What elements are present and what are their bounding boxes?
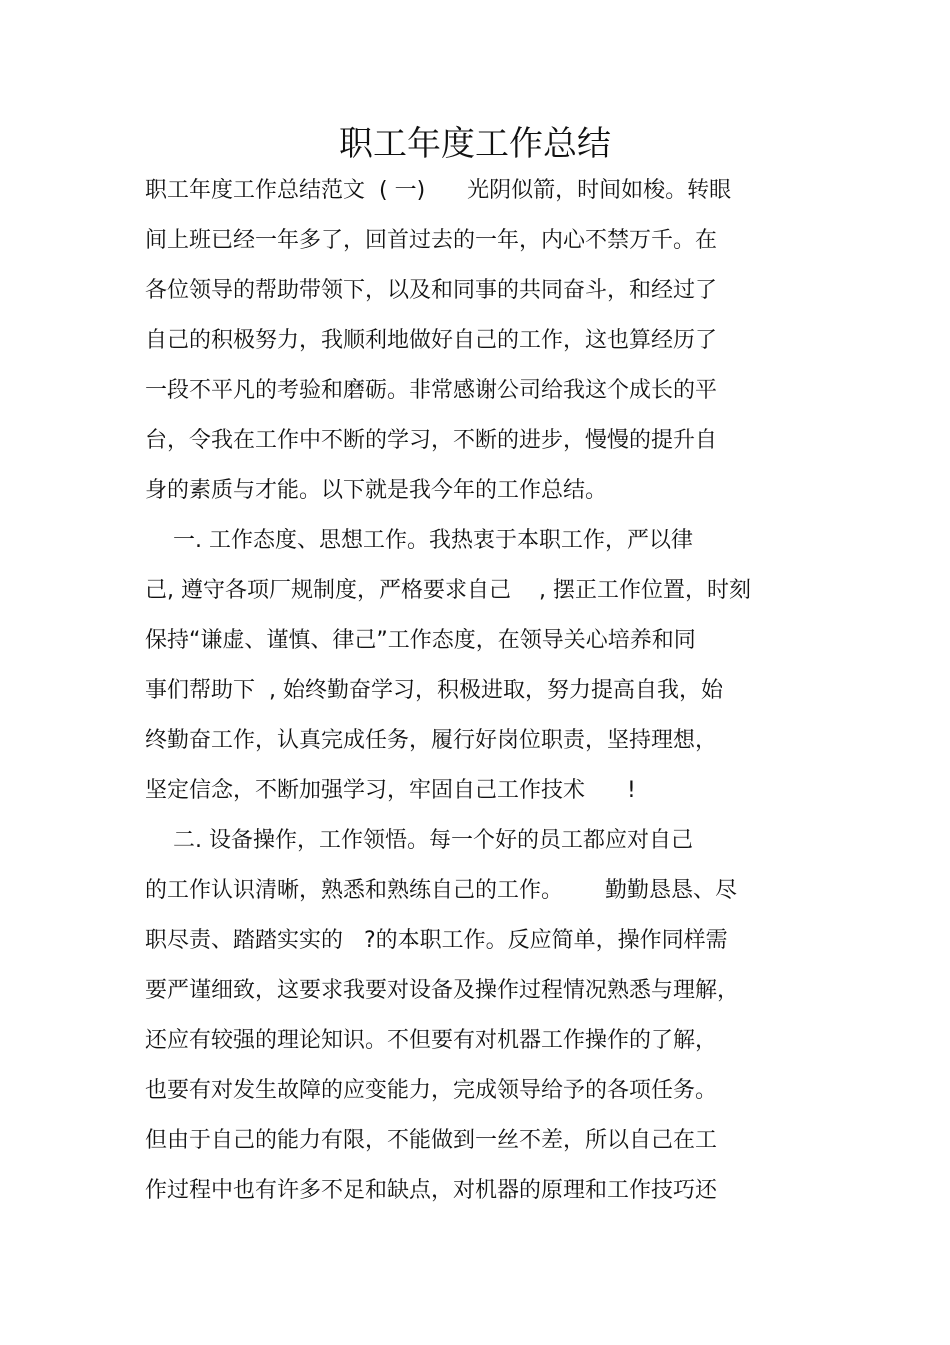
- body-line: 二. 设备操作，工作领悟。每一个好的员工都应对自己: [145, 828, 693, 853]
- body-line: 作过程中也有许多不足和缺点，对机器的原理和工作技巧还: [145, 1178, 718, 1203]
- body-line: 台，令我在工作中不断的学习，不断的进步，慢慢的提升自: [145, 428, 718, 453]
- body-line: 职尽责、踏踏实实的 ?的本职工作。反应简单，操作同样需: [145, 928, 728, 953]
- body-line: 间上班已经一年多了，回首过去的一年，内心不禁万千。在: [145, 228, 718, 253]
- body-line: 但由于自己的能力有限，不能做到一丝不差，所以自己在工: [145, 1128, 718, 1153]
- body-line: 要严谨细致，这要求我要对设备及操作过程情况熟悉与理解，: [145, 978, 740, 1003]
- body-line: 也要有对发生故障的应变能力，完成领导给予的各项任务。: [145, 1078, 718, 1103]
- body-line: 一. 工作态度、思想工作。我热衷于本职工作，严以律: [145, 528, 693, 553]
- document-title: 职工年度工作总结: [339, 124, 611, 164]
- body-line: 终勤奋工作，认真完成任务，履行好岗位职责，坚持理想，: [145, 728, 718, 753]
- body-line: 事们帮助下 , 始终勤奋学习，积极进取，努力提高自我，始: [145, 678, 723, 703]
- body-line: 各位领导的帮助带领下，以及和同事的共同奋斗，和经过了: [145, 278, 718, 303]
- body-line: 己, 遵守各项厂规制度，严格要求自己 , 摆正工作位置，时刻: [145, 578, 751, 603]
- body-line: 保持“谦虚、谨慎、律己”工作态度，在领导关心培养和同: [145, 628, 696, 653]
- body-line: 坚定信念，不断加强学习，牢固自己工作技术 !: [145, 778, 636, 803]
- body-line: 身的素质与才能。以下就是我今年的工作总结。: [145, 478, 608, 503]
- body-line: 的工作认识清晰，熟悉和熟练自己的工作。 勤勤恳恳、尽: [145, 878, 737, 903]
- body-line: 一段不平凡的考验和磨砺。非常感谢公司给我这个成长的平: [145, 378, 718, 403]
- body-line: 自己的积极努力，我顺利地做好自己的工作，这也算经历了: [145, 328, 718, 353]
- body-line: 还应有较强的理论知识。不但要有对机器工作操作的了解，: [145, 1028, 718, 1053]
- body-line: 职工年度工作总结范文 ( 一) 光阴似箭，时间如梭。转眼: [145, 178, 732, 203]
